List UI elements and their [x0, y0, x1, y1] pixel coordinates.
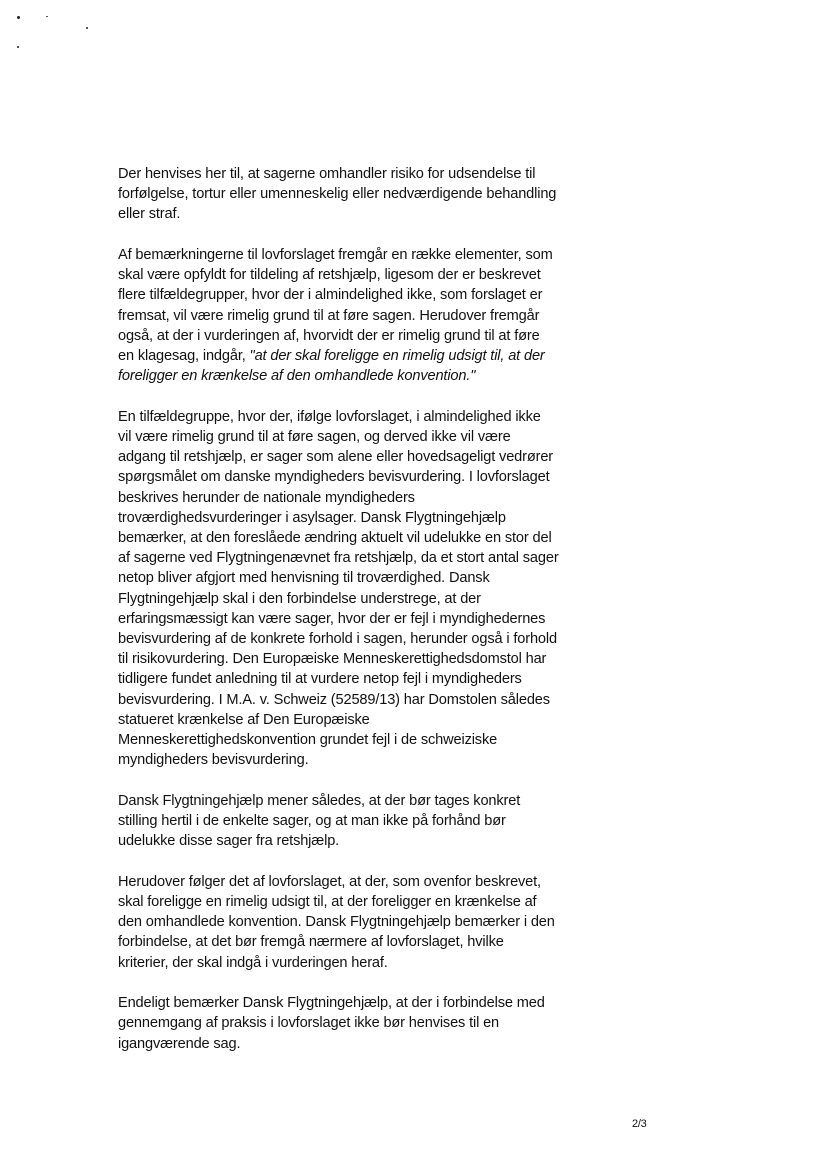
text-line: Herudover følger det af lovforslaget, at der, som ovenfor beskrevet, [118, 873, 541, 890]
text-line: Dansk Flygtningehjælp mener således, at der bør tages konkret [118, 792, 521, 809]
text-line: tidligere fundet anledning til at vurdere netop fejl i myndigheders [118, 671, 522, 688]
text-line: forbindelse, at det bør fremgå nærmere af lovforslaget, hvilke [118, 934, 504, 951]
text-line: fremsat, vil være rimelig grund til at føre sagen. Herudover fremgår [118, 307, 540, 324]
text-line: flere tilfældegrupper, hvor der i almindelighed ikke, som forslaget er [118, 287, 543, 304]
text-line: troværdighedsvurderinger i asylsager. Dansk Flygtningehjælp [118, 509, 506, 526]
page-number: 2/3 [632, 1118, 647, 1130]
text-line: kriterier, der skal indgå i vurderingen heraf. [118, 954, 388, 971]
text-line: af sagerne ved Flygtningenævnet fra retshjælp, da et stort antal sager [118, 550, 559, 567]
text-line: Der henvises her til, at sagerne omhandler risiko for udsendelse til [118, 166, 536, 182]
text-line: udelukke disse sager fra retshjælp. [118, 833, 340, 850]
text-line: En tilfældegruppe, hvor der, ifølge lovforslaget, i almindelighed ikke [118, 408, 541, 425]
text-line: også, at der i vurderingen af, hvorvidt der er rimelig grund til at føre [118, 327, 540, 344]
paragraph [118, 407, 598, 771]
text-line: bemærker, at den foreslåede ændring aktuelt vil udelukke en stor del [118, 530, 552, 547]
scan-speck [17, 16, 20, 19]
scan-speck [86, 27, 88, 29]
text-line: skal være opfyldt for tildeling af retshjælp, ligesom der er beskrevet [118, 267, 541, 284]
text-line [118, 366, 598, 386]
scan-speck [17, 46, 19, 48]
paragraph [118, 872, 598, 973]
text-line: erfaringsmæssigt kan være sager, hvor der er fejl i myndighedernes [118, 610, 546, 627]
scan-speck [46, 16, 48, 17]
text-line: Menneskerettighedskonvention grundet fejl i de schweiziske [118, 732, 498, 749]
text-line: Flygtningehjælp skal i den forbindelse understrege, at der [118, 590, 481, 607]
text-line: eller straf. [118, 206, 181, 223]
text-line [118, 346, 598, 366]
text-line: til risikovurdering. Den Europæiske Menneskerettighedsdomstol har [118, 651, 547, 668]
text-fragment: en klagesag, indgår, [118, 348, 250, 365]
quote-text: "at der skal foreligge en rimelig udsigt til, at der [249, 348, 545, 365]
text-line: beskrives herunder de nationale myndigheders [118, 489, 415, 506]
paragraph [118, 791, 598, 852]
text-line: vil være rimelig grund til at føre sagen, og derved ikke vil være [118, 429, 511, 446]
text-line: gennemgang af praksis i lovforslaget ikke bør henvises til en [118, 1015, 500, 1032]
paragraph [118, 164, 598, 225]
quote-text: foreligger en krænkelse af den omhandlede konvention." [118, 368, 476, 385]
text-line: spørgsmålet om danske myndigheders bevisvurdering. I lovforslaget [118, 469, 550, 486]
text-line: statueret krænkelse af Den Europæiske [118, 711, 370, 728]
text-line: forfølgelse, tortur eller umenneskelig eller nedværdigende behandling [118, 186, 557, 203]
text-line: Af bemærkningerne til lovforslaget fremgår en række elementer, som [118, 247, 553, 263]
text-line: skal foreligge en rimelig udsigt til, at der foreligger en krænkelse af [118, 894, 537, 911]
text-line: Endeligt bemærker Dansk Flygtningehjælp, at der i forbindelse med [118, 995, 545, 1012]
text-line: den omhandlede konvention. Dansk Flygtningehjælp bemærker i den [118, 914, 555, 931]
text-line: bevisvurdering. I M.A. v. Schweiz (52589/13) har Domstolen således [118, 691, 550, 708]
paragraph [118, 993, 598, 1054]
text-line: bevisvurdering af de konkrete forhold i sagen, herunder også i forhold [118, 631, 557, 648]
text-line: adgang til retshjælp, er sager som alene eller hovedsageligt vedrører [118, 449, 553, 466]
paragraph [118, 245, 598, 386]
text-line: myndigheders bevisvurdering. [118, 752, 309, 769]
document-body [118, 164, 598, 1074]
text-line: stilling hertil i de enkelte sager, og at man ikke på forhånd bør [118, 813, 506, 830]
text-line: netop bliver afgjort med henvisning til troværdighed. Dansk [118, 570, 490, 587]
text-line: igangværende sag. [118, 1035, 241, 1052]
